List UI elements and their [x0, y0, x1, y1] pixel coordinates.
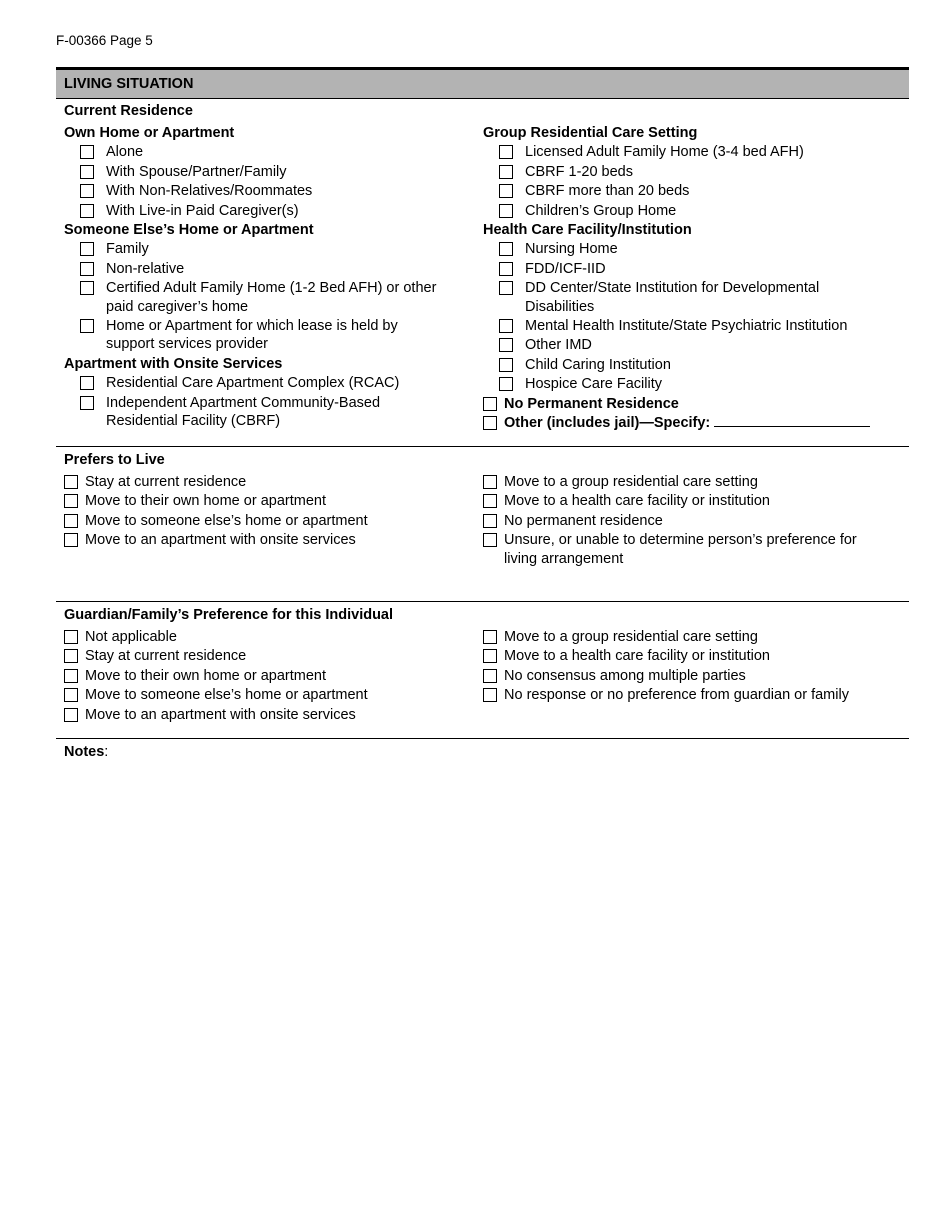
checkbox[interactable]	[483, 475, 497, 489]
checkbox-option[interactable]	[483, 375, 909, 393]
option-label: Licensed Adult Family Home (3-4 bed AFH)	[525, 144, 804, 161]
option-label: Move to someone else’s home or apartment	[85, 512, 368, 529]
checkbox-option[interactable]	[483, 279, 909, 316]
option-label: No permanent residence	[504, 512, 663, 529]
option-label: No response or no preference from guardian or family	[504, 687, 849, 704]
prefers-to-live-heading: Prefers to Live	[64, 452, 165, 468]
checkbox-option[interactable]	[483, 492, 909, 510]
checkbox-option[interactable]	[483, 182, 909, 200]
checkbox[interactable]	[64, 649, 78, 663]
group-heading: Someone Else’s Home or Apartment	[64, 222, 314, 239]
checkbox[interactable]	[483, 397, 497, 411]
checkbox-option[interactable]	[483, 317, 909, 335]
checkbox-option-no-permanent-residence[interactable]	[483, 395, 909, 413]
option-label: Non-relative	[106, 260, 185, 277]
option-label: Alone	[106, 144, 144, 161]
checkbox-option[interactable]	[64, 374, 483, 392]
checkbox[interactable]	[499, 242, 513, 256]
option-label: With Non-Relatives/Roommates	[106, 183, 313, 200]
checkbox-option[interactable]	[483, 647, 909, 665]
option-label: Child Caring Institution	[525, 356, 671, 373]
current-residence-section	[56, 99, 909, 447]
checkbox[interactable]	[483, 669, 497, 683]
option-label: Stay at current residence	[85, 648, 247, 665]
option-label: Stay at current residence	[85, 474, 247, 490]
checkbox[interactable]	[499, 262, 513, 276]
option-label: Nursing Home	[525, 241, 618, 258]
checkbox[interactable]	[499, 204, 513, 218]
checkbox-option[interactable]	[64, 531, 483, 549]
checkbox-option[interactable]	[483, 473, 909, 491]
checkbox-option[interactable]	[64, 394, 483, 431]
guardian-preference-heading: Guardian/Family’s Preference for this Individual	[64, 607, 394, 623]
option-label: Other IMD	[525, 337, 592, 354]
option-label: CBRF more than 20 beds	[525, 183, 690, 200]
checkbox[interactable]	[64, 494, 78, 508]
option-label: Independent Apartment Community-Based Residential Facility (CBRF)	[106, 394, 381, 430]
checkbox-option[interactable]	[64, 706, 483, 724]
checkbox-option[interactable]	[64, 473, 483, 491]
prefers-left-column	[56, 473, 483, 569]
checkbox[interactable]	[499, 165, 513, 179]
guardian-right-column	[483, 628, 909, 725]
checkbox[interactable]	[80, 145, 94, 159]
option-label: Move to their own home or apartment	[85, 493, 326, 510]
option-label: With Spouse/Partner/Family	[106, 163, 287, 180]
option-label: Unsure, or unable to determine person’s preference for living arrangement	[504, 532, 857, 567]
option-label: With Live-in Paid Caregiver(s)	[106, 202, 299, 219]
option-label: Residential Care Apartment Complex (RCAC)	[106, 375, 400, 392]
option-label: No Permanent Residence	[504, 395, 679, 412]
checkbox-option[interactable]	[64, 667, 483, 685]
option-label: Move to someone else’s home or apartment	[85, 687, 368, 704]
option-label: Move to a group residential care setting	[504, 474, 758, 490]
current-residence-left-column	[56, 124, 483, 434]
checkbox[interactable]	[80, 281, 94, 295]
checkbox[interactable]	[80, 376, 94, 390]
checkbox[interactable]	[483, 494, 497, 508]
guardian-left-column	[56, 628, 483, 725]
checkbox-option[interactable]	[483, 163, 909, 181]
checkbox[interactable]	[499, 184, 513, 198]
checkbox[interactable]	[64, 688, 78, 702]
checkbox[interactable]	[64, 475, 78, 489]
checkbox[interactable]	[80, 184, 94, 198]
checkbox[interactable]	[499, 281, 513, 295]
checkbox[interactable]	[483, 533, 497, 547]
option-label: Move to their own home or apartment	[85, 667, 326, 684]
checkbox[interactable]	[483, 649, 497, 663]
checkbox[interactable]	[499, 145, 513, 159]
notes-colon: :	[104, 744, 109, 760]
option-label: Hospice Care Facility	[525, 376, 662, 393]
checkbox[interactable]	[80, 262, 94, 276]
checkbox[interactable]	[80, 242, 94, 256]
option-label: FDD/ICF-IID	[525, 260, 606, 277]
notes-area[interactable]	[56, 739, 909, 761]
group-heading: Health Care Facility/Institution	[483, 222, 692, 239]
checkbox-option[interactable]	[483, 143, 909, 161]
option-label: Other (includes jail)—Specify:	[504, 415, 711, 432]
group-heading: Own Home or Apartment	[64, 125, 235, 141]
checkbox-option[interactable]	[64, 202, 483, 220]
checkbox[interactable]	[64, 514, 78, 528]
checkbox[interactable]	[64, 630, 78, 644]
guardian-preference-section	[56, 602, 909, 739]
checkbox-option[interactable]	[483, 686, 909, 704]
checkbox-option[interactable]	[64, 686, 483, 704]
option-label: Certified Adult Family Home (1-2 Bed AFH) or other paid caregiver’s home	[106, 280, 437, 315]
group-heading: Group Residential Care Setting	[483, 125, 698, 141]
prefers-right-column	[483, 473, 909, 569]
checkbox-option[interactable]	[64, 512, 483, 530]
option-label: Move to a group residential care setting	[504, 629, 758, 645]
checkbox-option[interactable]	[483, 628, 909, 646]
option-label: Move to an apartment with onsite services	[85, 532, 356, 549]
checkbox-option[interactable]	[483, 240, 909, 258]
option-label: Not applicable	[85, 629, 177, 645]
option-label: Family	[106, 241, 149, 258]
checkbox-option[interactable]	[64, 240, 483, 258]
prefers-to-live-section	[56, 447, 909, 602]
checkbox[interactable]	[483, 514, 497, 528]
specify-field[interactable]	[714, 414, 870, 427]
option-label: CBRF 1-20 beds	[525, 163, 633, 180]
checkbox[interactable]	[483, 688, 497, 702]
checkbox-option[interactable]	[483, 356, 909, 374]
option-label: Mental Health Institute/State Psychiatric Institution	[525, 318, 848, 335]
group-heading: Apartment with Onsite Services	[64, 355, 283, 372]
checkbox-option[interactable]	[483, 336, 909, 354]
checkbox-option[interactable]	[483, 260, 909, 278]
checkbox[interactable]	[64, 533, 78, 547]
checkbox[interactable]	[80, 204, 94, 218]
checkbox-option[interactable]	[64, 182, 483, 200]
checkbox-option[interactable]	[64, 628, 483, 646]
checkbox-option-other[interactable]	[483, 414, 909, 432]
checkbox[interactable]	[64, 669, 78, 683]
checkbox-option[interactable]	[64, 163, 483, 181]
page-identifier: F-00366 Page 5	[56, 33, 153, 48]
current-residence-right-column	[483, 124, 909, 434]
option-label: DD Center/State Institution for Developmental Disabilities	[525, 280, 820, 315]
checkbox[interactable]	[80, 165, 94, 179]
option-label: Children’s Group Home	[525, 202, 677, 219]
checkbox-option[interactable]	[64, 647, 483, 665]
checkbox-option[interactable]	[64, 143, 483, 161]
option-label: No consensus among multiple parties	[504, 667, 746, 684]
option-label: Move to a health care facility or institution	[504, 493, 770, 510]
checkbox-option[interactable]	[64, 279, 483, 316]
checkbox[interactable]	[80, 319, 94, 333]
checkbox[interactable]	[499, 377, 513, 391]
living-situation-form	[56, 67, 909, 761]
notes-label: Notes	[64, 744, 105, 760]
checkbox[interactable]	[499, 319, 513, 333]
option-label: Move to an apartment with onsite services	[85, 706, 356, 723]
checkbox[interactable]	[64, 708, 78, 722]
checkbox[interactable]	[80, 396, 94, 410]
checkbox-option[interactable]	[64, 260, 483, 278]
checkbox-option[interactable]	[483, 202, 909, 220]
checkbox-option[interactable]	[483, 667, 909, 685]
checkbox[interactable]	[499, 338, 513, 352]
checkbox-option[interactable]	[64, 492, 483, 510]
checkbox-option[interactable]	[483, 512, 909, 530]
checkbox[interactable]	[499, 358, 513, 372]
option-label: Move to a health care facility or institution	[504, 648, 770, 665]
checkbox-option[interactable]	[483, 531, 909, 568]
current-residence-heading: Current Residence	[64, 103, 193, 119]
section-title: LIVING SITUATION	[56, 70, 909, 99]
checkbox[interactable]	[483, 630, 497, 644]
checkbox-option[interactable]	[64, 317, 483, 354]
option-label: Home or Apartment for which lease is held by support services provider	[106, 318, 398, 353]
checkbox[interactable]	[483, 416, 497, 430]
